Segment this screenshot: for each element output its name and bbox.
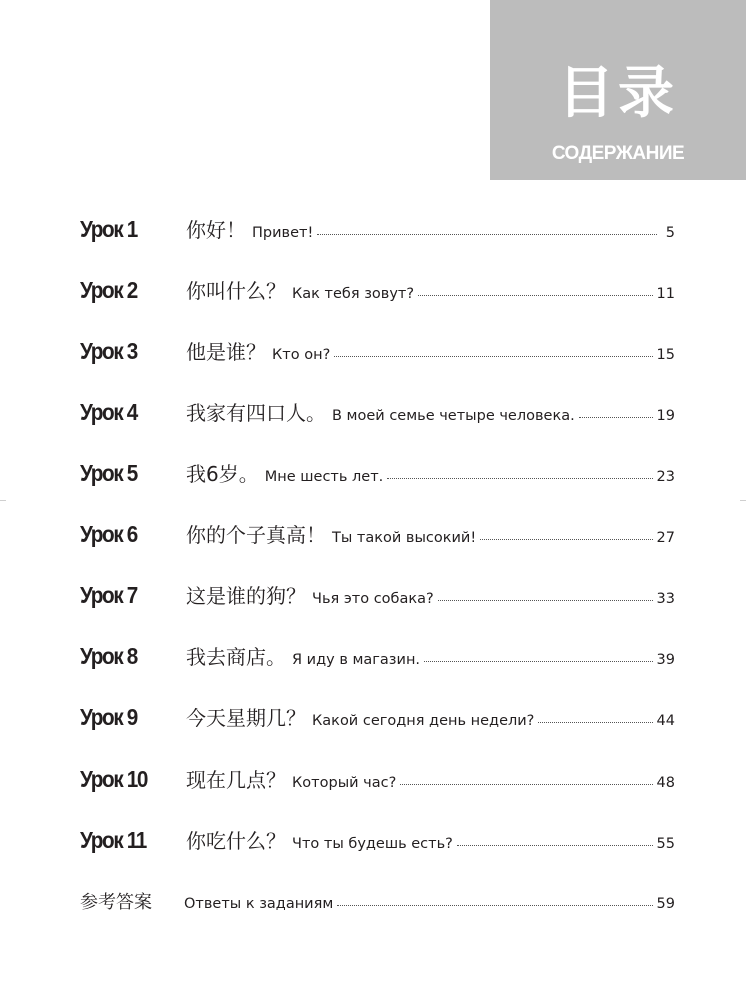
lesson-title-russian: Мне шесть лет. [264,469,384,485]
lesson-label: Урок 3 [80,338,137,364]
lesson-label: Урок 2 [80,277,137,303]
page-number: 19 [656,408,675,424]
toc-entry-lesson-10[interactable] [80,764,675,798]
lesson-label: Урок 8 [80,643,137,669]
lesson-title-russian: Который час? [292,775,397,791]
dot-leader [334,356,652,357]
page-number: 27 [656,530,675,546]
lesson-title-russian: Как тебя зовут? [292,286,415,302]
lesson-label: Урок 9 [80,704,137,730]
toc-entry-lesson-4[interactable] [80,397,675,431]
dot-leader [400,784,652,785]
lesson-title-chinese: 你的个子真高！ [186,523,326,547]
lesson-title-chinese: 他是谁？ [186,340,266,364]
lesson-title-russian: В моей семье четыре человека. [332,408,575,424]
dot-leader [317,234,657,235]
lesson-title-russian: Какой сегодня день недели? [312,713,535,729]
toc-entry-lesson-7[interactable] [80,580,675,614]
dot-leader [457,845,653,846]
lesson-label: Урок 1 [80,216,137,242]
toc-entry-lesson-9[interactable] [80,702,675,736]
dot-leader [418,295,653,296]
page-number: 5 [665,225,675,241]
page-number: 48 [656,775,675,791]
page-number: 23 [656,469,675,485]
answers-label-chinese: 参考答案 [80,892,152,913]
page-number: 55 [656,836,675,852]
page-number: 33 [656,591,675,607]
lesson-label: Урок 6 [80,521,137,547]
answers-label-russian: Ответы к заданиям [184,896,334,912]
dot-leader [387,478,652,479]
toc-entry-lesson-2[interactable] [80,275,675,309]
lesson-title-russian: Я иду в магазин. [292,652,421,668]
toc-entry-lesson-3[interactable] [80,336,675,370]
toc-entry-lesson-8[interactable] [80,641,675,675]
crop-mark [0,500,6,501]
dot-leader [337,905,652,906]
dot-leader [424,661,653,662]
lesson-label: Урок 10 [80,766,148,792]
lesson-label: Урок 11 [80,827,146,853]
lesson-title-chinese: 你好！ [186,218,246,242]
dot-leader [538,722,652,723]
lesson-title-chinese: 我6岁。 [186,462,259,486]
dot-leader [438,600,653,601]
lesson-title-russian: Что ты будешь есть? [292,836,453,852]
lesson-label: Урок 4 [80,399,137,425]
page-number: 11 [656,286,675,302]
crop-mark [740,500,746,501]
page-title-chinese: 目录 [558,61,678,126]
lesson-title-russian: Кто он? [272,347,331,363]
page-title-russian: СОДЕРЖАНИЕ [551,143,685,164]
lesson-title-russian: Привет! [252,225,314,241]
dot-leader [480,539,652,540]
lesson-title-chinese: 今天星期几？ [186,706,306,730]
lesson-label: Урок 7 [80,582,137,608]
dot-leader [579,417,653,418]
lesson-title-chinese: 这是谁的狗？ [186,584,306,608]
toc-entry-lesson-11[interactable] [80,825,675,859]
toc-entry-answers[interactable] [80,888,675,922]
page-number: 15 [656,347,675,363]
toc-entry-lesson-5[interactable] [80,458,675,492]
lesson-title-chinese: 我家有四口人。 [186,401,326,425]
toc-entry-lesson-1[interactable] [80,214,675,248]
page-number: 39 [656,652,675,668]
lesson-title-chinese: 你吃什么？ [186,829,286,853]
lesson-title-chinese: 我去商店。 [186,645,286,669]
page-number: 59 [656,896,675,912]
page-number: 44 [656,713,675,729]
lesson-title-chinese: 你叫什么？ [186,279,286,303]
lesson-title-chinese: 现在几点？ [186,768,286,792]
toc-entry-lesson-6[interactable] [80,519,675,553]
lesson-label: Урок 5 [80,460,137,486]
lesson-title-russian: Ты такой высокий! [332,530,477,546]
lesson-title-russian: Чья это собака? [312,591,434,607]
